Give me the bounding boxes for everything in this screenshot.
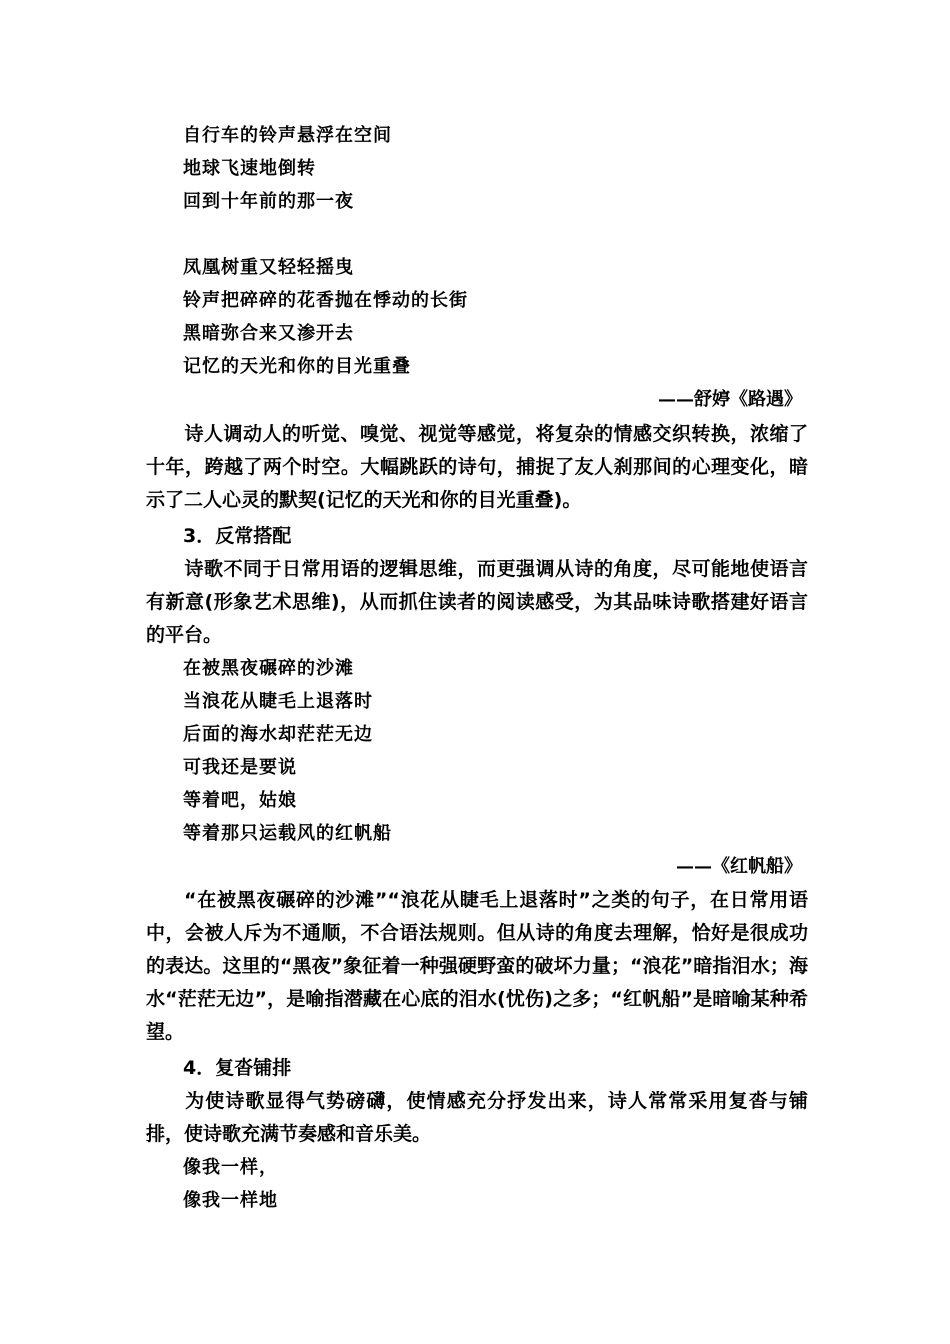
poem1-attribution: ——舒婷《路遇》 xyxy=(658,389,802,410)
poem2-line-2: 当浪花从睫毛上退落时 xyxy=(183,691,373,712)
poem2-line-1: 在被黑夜碾碎的沙滩 xyxy=(183,658,354,679)
poem2-line-3: 后面的海水却茫茫无边 xyxy=(183,724,373,745)
poem1-line-6: 黑暗弥合来又渗开去 xyxy=(183,323,354,344)
paragraph-4 xyxy=(146,1085,808,1151)
poem3-line-1: 像我一样， xyxy=(183,1157,278,1178)
poem1-line-3: 回到十年前的那一夜 xyxy=(183,191,354,212)
poem2-line-4: 可我还是要说 xyxy=(183,757,297,778)
paragraph-1 xyxy=(146,418,808,517)
section-heading-4: 4．复沓铺排 xyxy=(183,1057,292,1079)
poem3-line-2: 像我一样地 xyxy=(183,1190,278,1211)
poem2-line-5: 等着吧，姑娘 xyxy=(183,790,297,811)
section-heading-3: 3．反常搭配 xyxy=(183,525,292,547)
poem1-line-7: 记忆的天光和你的目光重叠 xyxy=(183,356,411,377)
poem1-line-5: 铃声把碎碎的花香抛在悸动的长街 xyxy=(183,290,468,311)
poem2-line-6: 等着那只运载风的红帆船 xyxy=(183,823,392,844)
paragraph-2 xyxy=(146,553,808,652)
poem1-line-2: 地球飞速地倒转 xyxy=(183,158,316,179)
paragraph-3 xyxy=(146,884,808,1049)
poem1-line-1: 自行车的铃声悬浮在空间 xyxy=(183,125,392,146)
poem1-line-4: 凤凰树重又轻轻摇曳 xyxy=(183,257,354,278)
poem2-attribution: ——《红帆船》 xyxy=(676,856,802,877)
paragraph-3-text: “在被黑夜碾碎的沙滩”“浪花从睫毛上退落时”之类的句子，在日常用语中，会被人斥为不通顺，不合语法规则。但从诗的角度去理解，恰好是很成功的表达。这里的“黑夜”象征着一种强硬野蛮的破坏力量；“浪花”暗指泪水；海水“茫茫无边”，是喻指潜藏在心底的泪水(忧伤)之多；“红帆船”是暗喻某种希望。 xyxy=(146,889,808,1043)
paragraph-4-text: 为使诗歌显得气势磅礴，使情感充分抒发出来，诗人常常采用复沓与铺排，使诗歌充满节奏感和音乐美。 xyxy=(146,1090,808,1145)
paragraph-2-text: 诗歌不同于日常用语的逻辑思维，而更强调从诗的角度，尽可能地使语言有新意(形象艺术思维)，从而抓住读者的阅读感受，为其品味诗歌搭建好语言的平台。 xyxy=(146,558,808,646)
paragraph-1-text: 诗人调动人的听觉、嗅觉、视觉等感觉，将复杂的情感交织转换，浓缩了十年，跨越了两个时空。大幅跳跃的诗句，捕捉了友人刹那间的心理变化，暗示了二人心灵的默契(记忆的天光和你的目光重叠)。 xyxy=(146,423,808,511)
